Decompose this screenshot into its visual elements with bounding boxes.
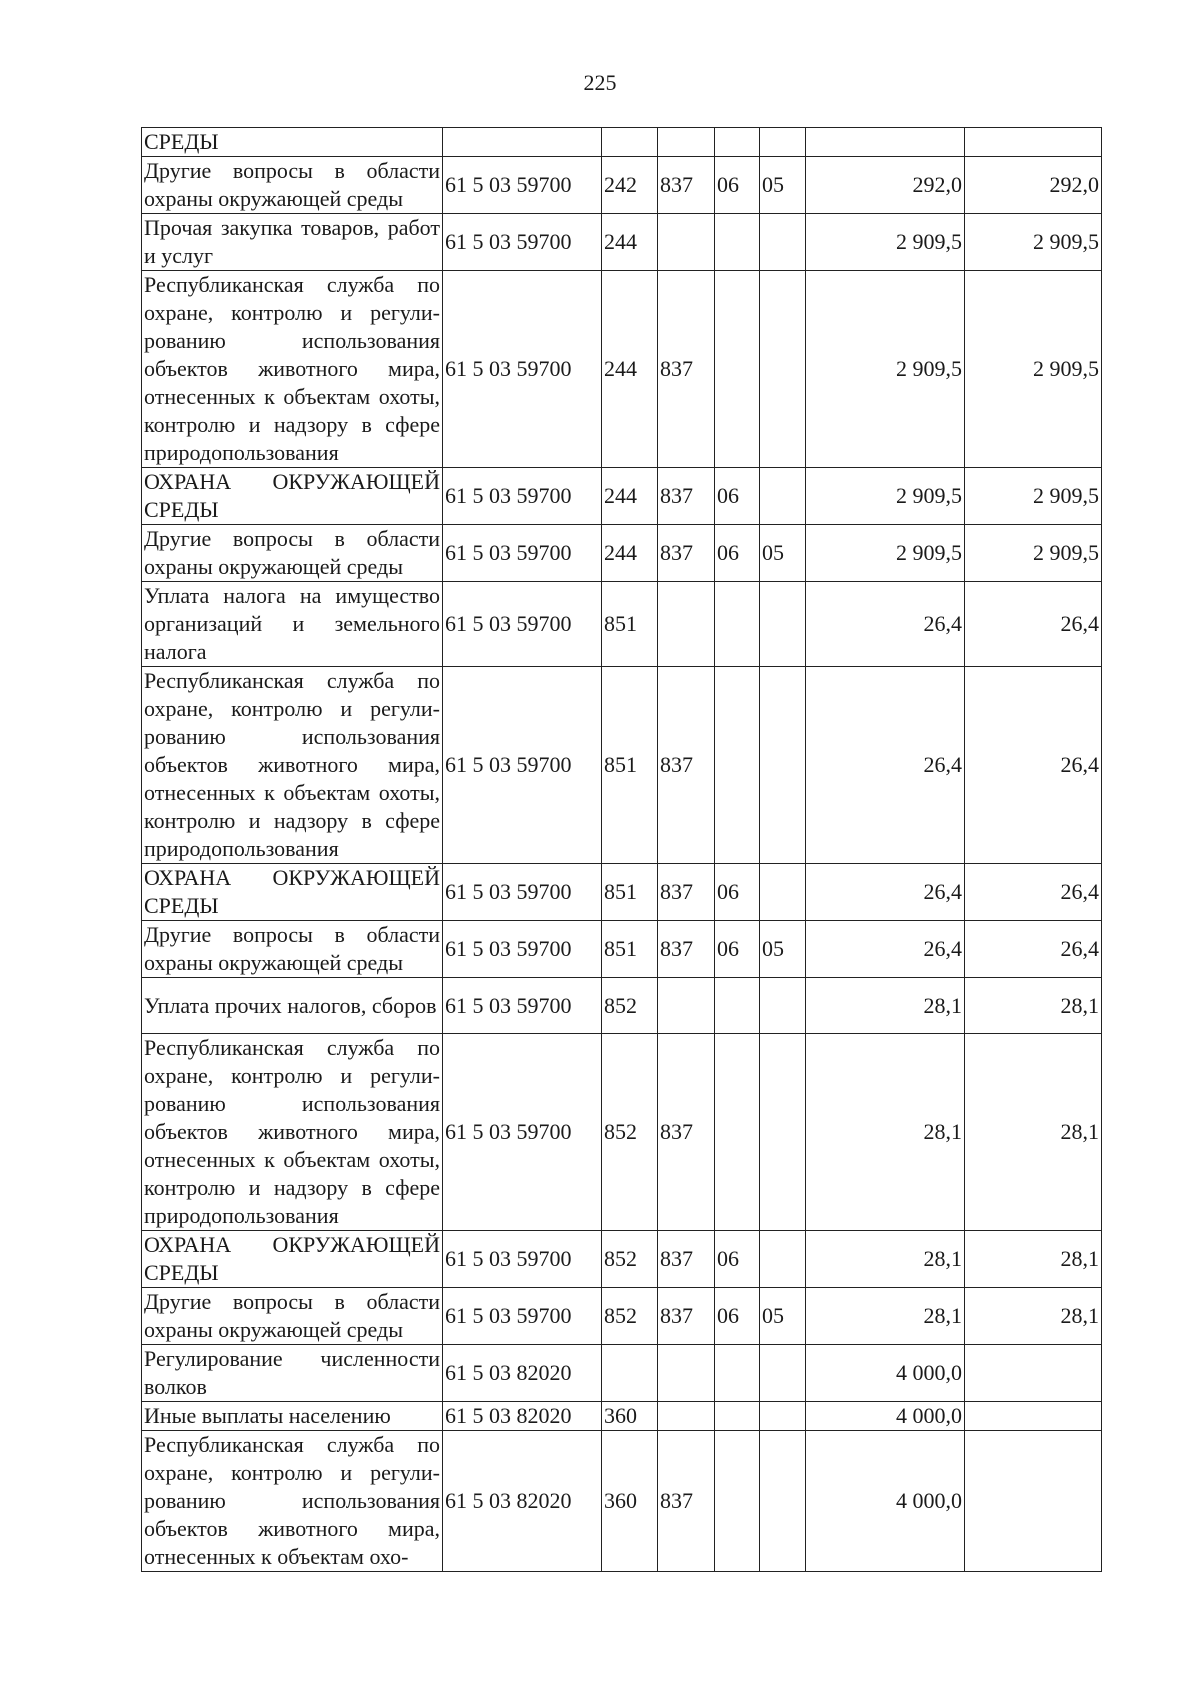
row-amount-2: 2 909,5 bbox=[965, 271, 1102, 468]
row-code: 61 5 03 59700 bbox=[443, 468, 602, 525]
row-admin-code bbox=[658, 1402, 715, 1431]
row-admin-code: 837 bbox=[658, 667, 715, 864]
row-name: Регулирование численности волков bbox=[142, 1345, 443, 1402]
row-section bbox=[715, 1431, 760, 1572]
row-section: 06 bbox=[715, 864, 760, 921]
row-code: 61 5 03 59700 bbox=[443, 271, 602, 468]
row-admin-code bbox=[658, 128, 715, 157]
row-subsection bbox=[760, 271, 806, 468]
row-amount-1: 26,4 bbox=[806, 582, 965, 667]
table-row bbox=[142, 1231, 1102, 1288]
row-section: 06 bbox=[715, 468, 760, 525]
row-section bbox=[715, 271, 760, 468]
row-code: 61 5 03 59700 bbox=[443, 921, 602, 978]
row-section: 06 bbox=[715, 1231, 760, 1288]
row-expense-type: 851 bbox=[602, 667, 658, 864]
row-expense-type: 242 bbox=[602, 157, 658, 214]
table-row bbox=[142, 1431, 1102, 1572]
row-expense-type: 244 bbox=[602, 271, 658, 468]
table-row bbox=[142, 128, 1102, 157]
table-row bbox=[142, 214, 1102, 271]
row-admin-code: 837 bbox=[658, 468, 715, 525]
row-code: 61 5 03 82020 bbox=[443, 1345, 602, 1402]
row-subsection bbox=[760, 667, 806, 864]
row-admin-code: 837 bbox=[658, 1034, 715, 1231]
row-code: 61 5 03 59700 bbox=[443, 1034, 602, 1231]
row-code: 61 5 03 59700 bbox=[443, 525, 602, 582]
row-amount-2 bbox=[965, 1345, 1102, 1402]
row-subsection bbox=[760, 468, 806, 525]
row-section: 06 bbox=[715, 1288, 760, 1345]
table-row bbox=[142, 978, 1102, 1034]
row-amount-1: 2 909,5 bbox=[806, 271, 965, 468]
row-amount-2: 2 909,5 bbox=[965, 525, 1102, 582]
table-row bbox=[142, 1034, 1102, 1231]
table-row bbox=[142, 468, 1102, 525]
row-amount-2: 28,1 bbox=[965, 1231, 1102, 1288]
row-expense-type: 360 bbox=[602, 1402, 658, 1431]
row-name: Республиканская служба по охране, контролю и регулированию использования объектов животного мира, отнесенных к объектам охоты, контролю и надзору в сфере природопользования bbox=[142, 271, 443, 468]
row-code: 61 5 03 82020 bbox=[443, 1402, 602, 1431]
row-code: 61 5 03 59700 bbox=[443, 1231, 602, 1288]
row-code: 61 5 03 59700 bbox=[443, 1288, 602, 1345]
row-section: 06 bbox=[715, 525, 760, 582]
row-section bbox=[715, 582, 760, 667]
row-admin-code bbox=[658, 1345, 715, 1402]
row-expense-type: 851 bbox=[602, 921, 658, 978]
row-amount-2: 26,4 bbox=[965, 582, 1102, 667]
row-admin-code: 837 bbox=[658, 271, 715, 468]
row-expense-type: 852 bbox=[602, 1034, 658, 1231]
table-row bbox=[142, 667, 1102, 864]
row-amount-2: 292,0 bbox=[965, 157, 1102, 214]
table-row bbox=[142, 864, 1102, 921]
row-name: Республиканская служба по охране, контролю и регулированию использования объектов животного мира, отнесенных к объектам охоты, контролю и надзору в сфере природопользования bbox=[142, 1034, 443, 1231]
row-name: ОХРАНА ОКРУЖАЮЩЕЙ СРЕДЫ bbox=[142, 1231, 443, 1288]
row-name: Уплата налога на имущество организаций и земельного налога bbox=[142, 582, 443, 667]
row-subsection: 05 bbox=[760, 525, 806, 582]
row-amount-2: 26,4 bbox=[965, 864, 1102, 921]
row-admin-code bbox=[658, 978, 715, 1034]
row-amount-2 bbox=[965, 1431, 1102, 1572]
row-amount-1: 2 909,5 bbox=[806, 214, 965, 271]
row-expense-type bbox=[602, 1345, 658, 1402]
row-section bbox=[715, 128, 760, 157]
row-amount-1: 26,4 bbox=[806, 667, 965, 864]
row-section bbox=[715, 978, 760, 1034]
row-code bbox=[443, 128, 602, 157]
row-name: СРЕДЫ bbox=[142, 128, 443, 157]
row-amount-1: 2 909,5 bbox=[806, 468, 965, 525]
row-code: 61 5 03 59700 bbox=[443, 978, 602, 1034]
row-admin-code: 837 bbox=[658, 864, 715, 921]
row-subsection bbox=[760, 864, 806, 921]
row-expense-type bbox=[602, 128, 658, 157]
row-amount-1: 4 000,0 bbox=[806, 1402, 965, 1431]
row-name: ОХРАНА ОКРУЖАЮЩЕЙ СРЕДЫ bbox=[142, 468, 443, 525]
row-amount-1: 2 909,5 bbox=[806, 525, 965, 582]
row-admin-code: 837 bbox=[658, 525, 715, 582]
row-amount-1: 4 000,0 bbox=[806, 1345, 965, 1402]
table-row bbox=[142, 921, 1102, 978]
row-admin-code bbox=[658, 214, 715, 271]
row-section bbox=[715, 1402, 760, 1431]
row-name: Иные выплаты населению bbox=[142, 1402, 443, 1431]
row-name: ОХРАНА ОКРУЖАЮЩЕЙ СРЕДЫ bbox=[142, 864, 443, 921]
table-row bbox=[142, 271, 1102, 468]
row-amount-1: 28,1 bbox=[806, 1034, 965, 1231]
row-name: Прочая закупка товаров, работ и услуг bbox=[142, 214, 443, 271]
row-section: 06 bbox=[715, 921, 760, 978]
row-code: 61 5 03 59700 bbox=[443, 157, 602, 214]
row-subsection bbox=[760, 582, 806, 667]
row-amount-2: 26,4 bbox=[965, 667, 1102, 864]
row-expense-type: 851 bbox=[602, 864, 658, 921]
row-amount-2 bbox=[965, 128, 1102, 157]
budget-table-body bbox=[142, 128, 1102, 1572]
budget-table bbox=[141, 127, 1102, 1572]
row-code: 61 5 03 59700 bbox=[443, 214, 602, 271]
row-subsection bbox=[760, 978, 806, 1034]
row-expense-type: 244 bbox=[602, 468, 658, 525]
row-admin-code: 837 bbox=[658, 1231, 715, 1288]
row-subsection: 05 bbox=[760, 921, 806, 978]
row-subsection bbox=[760, 1431, 806, 1572]
row-subsection bbox=[760, 214, 806, 271]
row-name: Другие вопросы в области охраны окружающей среды bbox=[142, 921, 443, 978]
row-expense-type: 852 bbox=[602, 978, 658, 1034]
row-amount-1: 26,4 bbox=[806, 864, 965, 921]
table-row bbox=[142, 525, 1102, 582]
row-subsection bbox=[760, 1034, 806, 1231]
row-amount-2 bbox=[965, 1402, 1102, 1431]
row-code: 61 5 03 82020 bbox=[443, 1431, 602, 1572]
row-admin-code bbox=[658, 582, 715, 667]
row-name: Республиканская служба по охране, контролю и регулированию использования объектов животного мира, отнесенных к объектам охо- bbox=[142, 1431, 443, 1572]
row-amount-1 bbox=[806, 128, 965, 157]
row-subsection bbox=[760, 128, 806, 157]
row-amount-2: 26,4 bbox=[965, 921, 1102, 978]
row-expense-type: 852 bbox=[602, 1231, 658, 1288]
row-subsection: 05 bbox=[760, 157, 806, 214]
row-subsection bbox=[760, 1402, 806, 1431]
row-section bbox=[715, 667, 760, 864]
row-expense-type: 244 bbox=[602, 525, 658, 582]
table-row bbox=[142, 582, 1102, 667]
row-amount-1: 28,1 bbox=[806, 978, 965, 1034]
row-amount-2: 28,1 bbox=[965, 978, 1102, 1034]
row-amount-1: 28,1 bbox=[806, 1231, 965, 1288]
table-row bbox=[142, 157, 1102, 214]
row-expense-type: 851 bbox=[602, 582, 658, 667]
row-amount-1: 292,0 bbox=[806, 157, 965, 214]
row-amount-2: 28,1 bbox=[965, 1288, 1102, 1345]
row-section bbox=[715, 214, 760, 271]
row-name: Республиканская служба по охране, контролю и регулированию использования объектов животного мира, отнесенных к объектам охоты, контролю и надзору в сфере природопользования bbox=[142, 667, 443, 864]
row-amount-2: 28,1 bbox=[965, 1034, 1102, 1231]
row-amount-2: 2 909,5 bbox=[965, 468, 1102, 525]
page-number: 225 bbox=[583, 70, 617, 95]
row-expense-type: 360 bbox=[602, 1431, 658, 1572]
row-amount-1: 28,1 bbox=[806, 1288, 965, 1345]
row-amount-2: 2 909,5 bbox=[965, 214, 1102, 271]
row-name: Уплата прочих налогов, сборов bbox=[142, 978, 443, 1034]
row-code: 61 5 03 59700 bbox=[443, 864, 602, 921]
row-name: Другие вопросы в области охраны окружающей среды bbox=[142, 157, 443, 214]
row-admin-code: 837 bbox=[658, 1431, 715, 1572]
row-admin-code: 837 bbox=[658, 157, 715, 214]
row-subsection: 05 bbox=[760, 1288, 806, 1345]
row-admin-code: 837 bbox=[658, 921, 715, 978]
table-row bbox=[142, 1345, 1102, 1402]
row-section bbox=[715, 1034, 760, 1231]
table-row bbox=[142, 1288, 1102, 1345]
row-subsection bbox=[760, 1345, 806, 1402]
table-row bbox=[142, 1402, 1102, 1431]
row-subsection bbox=[760, 1231, 806, 1288]
row-amount-1: 26,4 bbox=[806, 921, 965, 978]
row-admin-code: 837 bbox=[658, 1288, 715, 1345]
row-section bbox=[715, 1345, 760, 1402]
row-code: 61 5 03 59700 bbox=[443, 667, 602, 864]
row-expense-type: 852 bbox=[602, 1288, 658, 1345]
row-name: Другие вопросы в области охраны окружающей среды bbox=[142, 1288, 443, 1345]
row-section: 06 bbox=[715, 157, 760, 214]
row-expense-type: 244 bbox=[602, 214, 658, 271]
row-name: Другие вопросы в области охраны окружающей среды bbox=[142, 525, 443, 582]
row-amount-1: 4 000,0 bbox=[806, 1431, 965, 1572]
row-code: 61 5 03 59700 bbox=[443, 582, 602, 667]
